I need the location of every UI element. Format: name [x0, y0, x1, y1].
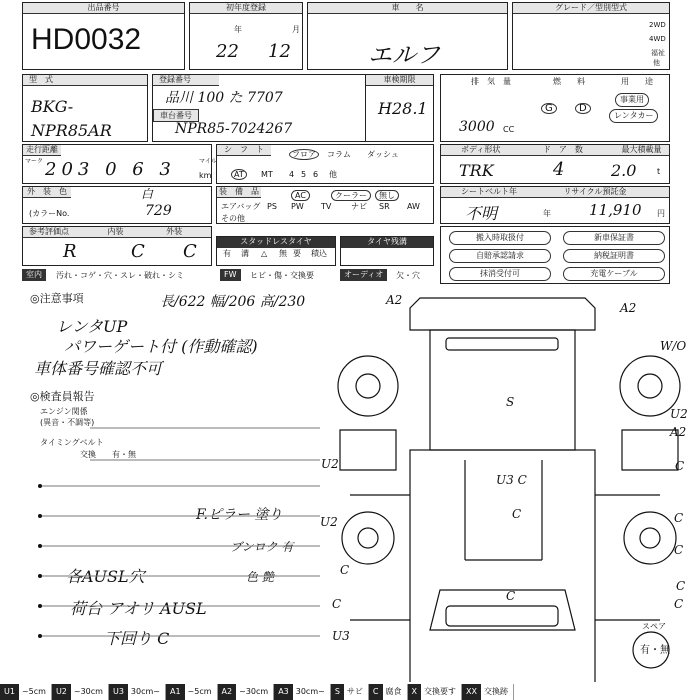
displacement-label: 排 気 量: [471, 77, 511, 86]
color-no-value: 729: [145, 203, 172, 219]
legend-desc-u2: ~30cm: [71, 684, 109, 700]
recycle-label: リサイクル預託金: [563, 187, 627, 196]
engine-sub: (異音・不調等): [40, 418, 95, 427]
grade-box: [512, 2, 670, 70]
fw-bar: FW: [220, 269, 241, 281]
score-value: R: [63, 241, 77, 262]
grade-opt-4wd: 4WD: [649, 35, 666, 43]
diagram-mark-wo: W/O: [660, 339, 687, 353]
legend-code-u3: U3: [109, 684, 128, 700]
score-box: [22, 226, 212, 266]
inspector-ruled-lines: [30, 420, 320, 660]
equip-ac: AC: [291, 190, 310, 201]
diagram-mark-3: U2: [321, 457, 339, 471]
color-label: 外 装 色: [23, 187, 71, 198]
fw-opts: ヒビ・傷・交換要: [250, 271, 314, 280]
equip-cooler: クーラー: [331, 190, 371, 201]
doc-insurance: 自賠承認請求: [449, 249, 551, 263]
fuel-label: 燃 料: [553, 77, 585, 86]
inspection-box: [365, 75, 433, 141]
spare-circle-icon: [624, 630, 678, 670]
studless-req: 要: [293, 249, 301, 258]
seatbelt-value: 不明: [465, 204, 498, 223]
mileage-box: [22, 144, 217, 184]
shift-speed-6: 6: [313, 170, 319, 179]
legend-desc-c: 腐食: [383, 684, 408, 700]
body-box: [440, 144, 670, 184]
spare-label: スペア: [642, 622, 666, 631]
doc-charge-cable: 充電ケーブル: [563, 267, 665, 281]
interior-condition-opts: 汚れ・コゲ・穴・スレ・破れ・シミ: [56, 271, 184, 280]
registration-label: 登録番号: [153, 75, 219, 86]
lot-number-box: [22, 2, 185, 70]
mileage-label: 走行距離: [23, 145, 61, 156]
equip-pw: PW: [291, 202, 304, 211]
type-box: [22, 74, 148, 142]
diagram-mark-u3: U3: [332, 629, 350, 643]
equip-none: 無し: [375, 190, 399, 201]
diagram-mark-c1: C: [506, 589, 516, 603]
usage-rental: レンタカー: [609, 109, 658, 123]
equipment-box: [216, 186, 434, 224]
shift-other: 他: [329, 170, 337, 179]
mileage-unit-km: km: [199, 171, 212, 180]
note-line-2: パワーゲート付 (作動確認): [64, 337, 258, 356]
inspector-note-6: 下回り C: [104, 629, 170, 648]
timing-exchange: 交換: [80, 450, 96, 459]
month-value: 12: [268, 41, 291, 62]
model-name-value: エルフ: [368, 41, 440, 69]
studless-opt-3: △: [261, 249, 268, 258]
doc-warranty: 新車保証書: [563, 231, 665, 245]
equipment-label: 装 備 品: [219, 187, 259, 196]
seatbelt-recycle-box: [440, 186, 670, 224]
tire-box: [340, 236, 434, 266]
recycle-value: 11,910: [589, 201, 642, 219]
registration-box: [152, 74, 434, 142]
score-label: 参考評価点: [29, 227, 69, 236]
inspector-note-4: 色 艶: [246, 570, 274, 584]
equip-navi: ナビ: [351, 202, 367, 211]
legend-code-s: S: [331, 684, 344, 700]
inspector-note-5: 荷台 アオリ AUSL: [70, 599, 207, 618]
inspection-label: 車検期限: [366, 75, 433, 86]
grade-opt-other: 他: [653, 59, 660, 67]
studless-label: スタッドレスタイヤ: [217, 237, 335, 248]
diagram-mark-u3c: U3 C: [496, 473, 527, 487]
diagram-mark-c8: C: [674, 543, 684, 557]
legend-code-u2: U2: [52, 684, 71, 700]
displacement-value: 3000: [459, 119, 495, 135]
legend-code-c: C: [369, 684, 383, 700]
equip-tv: TV: [321, 202, 332, 211]
studless-load: 積込: [311, 249, 327, 258]
engine-label: エンジン関係: [40, 407, 88, 416]
shift-speed-4: 4: [289, 170, 295, 179]
diagram-mark-c3: C: [674, 511, 684, 525]
mileage-unit-mile: マイル: [199, 158, 217, 165]
type-label: 型 式: [23, 75, 147, 86]
chassis-value: NPR85-7024267: [175, 121, 293, 137]
lot-number-label: 出品番号: [23, 3, 184, 14]
legend-code-a3: A3: [274, 684, 293, 700]
displacement-unit: CC: [503, 125, 515, 134]
legend-desc-u3: 30cm~: [128, 684, 166, 700]
equip-sr: SR: [379, 202, 390, 211]
diagram-mark-2: A2: [620, 301, 637, 315]
fuel-d: D: [575, 103, 591, 114]
shift-label: シ フ ト: [217, 145, 271, 156]
legend-code-a2: A2: [218, 684, 237, 700]
mileage-value: 203 0 6 3: [45, 159, 176, 180]
legend-code-xx: XX: [462, 684, 481, 700]
month-unit: 月: [292, 25, 300, 34]
max-load-label: 最大積載量: [621, 145, 662, 154]
seatbelt-unit: 年: [543, 209, 551, 218]
timing-opts: 有・無: [112, 450, 136, 459]
door-count-value: 4: [553, 159, 565, 180]
legend-code-u1: U1: [0, 684, 19, 700]
fuel-g: G: [541, 103, 557, 114]
color-value: 白: [141, 187, 154, 201]
shift-floor: フロア: [289, 149, 319, 160]
diagram-mark-4: A2: [670, 425, 687, 439]
equip-other: その他: [221, 214, 245, 223]
doc-tax: 納税証明書: [563, 249, 665, 263]
recycle-unit: 円: [657, 209, 665, 218]
model-name-box: [307, 2, 508, 70]
legend-desc-s: サビ: [344, 684, 369, 700]
color-box: [22, 186, 212, 224]
equip-airbag: エアバッグ: [221, 202, 261, 211]
legend-desc-xx: 交換跡: [481, 684, 514, 700]
legend-desc-x: 交換要す: [421, 684, 462, 700]
body-type-label: ボディ形状: [461, 145, 501, 154]
usage-business: 事業用: [615, 93, 649, 107]
seatbelt-recycle-bar: [441, 187, 669, 198]
year-unit: 年: [234, 25, 242, 34]
diagram-mark-1: A2: [386, 293, 403, 307]
body-type-value: TRK: [459, 161, 494, 180]
diagram-mark-u2: U2: [320, 515, 338, 529]
audio-bar: オーディオ: [340, 269, 387, 281]
studless-opt-2: 溝: [241, 249, 249, 258]
mileage-mark: マーク: [25, 158, 44, 165]
grade-label: グレード／型別型式: [513, 3, 669, 14]
year-value: 22: [216, 41, 239, 62]
model-name-label: 車 名: [308, 3, 507, 14]
studless-box: [216, 236, 336, 266]
inspector-title: ◎検査員報告: [30, 390, 95, 403]
inspection-value: H28.1: [378, 99, 428, 118]
diagram-mark-c7: C: [340, 563, 350, 577]
first-registration-box: [189, 2, 303, 70]
interior-bar: 室内: [22, 269, 46, 281]
inspector-note-1: F.ピラー 塗り: [196, 507, 283, 523]
shift-dash: ダッシュ: [367, 150, 399, 159]
lot-number-value: HD0032: [31, 23, 142, 56]
color-no-label: (カラーNo.: [29, 209, 70, 218]
registration-value: 品川 100 た 7707: [165, 90, 283, 106]
shift-box: [216, 144, 434, 184]
diagram-mark-5: U2: [670, 407, 688, 421]
max-load-value: 2.0: [611, 161, 637, 180]
note-line-1: レンタUP: [56, 317, 128, 336]
shift-column: コラム: [327, 150, 351, 159]
diagram-mark-c5: C: [332, 597, 342, 611]
chassis-label: 車台番号: [153, 109, 199, 122]
grade-opt-2wd: 2WD: [649, 21, 666, 29]
note-line-3: 車体番号確認不可: [34, 359, 163, 378]
interior-label: 内装: [107, 227, 124, 236]
inspector-note-2: ブンロク 有: [230, 540, 294, 554]
equip-ps: PS: [267, 202, 277, 211]
legend-code-x: X: [408, 684, 421, 700]
grade-opt-welfare: 福祉: [651, 49, 665, 57]
usage-label: 用 途: [621, 77, 653, 86]
legend-desc-a2: ~30cm: [236, 684, 274, 700]
inspector-note-3: 各AUSL穴: [66, 567, 145, 586]
equip-aw: AW: [407, 202, 420, 211]
diagram-mark-c9: C: [512, 507, 522, 521]
diagram-mark-c4: C: [676, 579, 686, 593]
docs-box: [440, 226, 670, 284]
shift-mt: MT: [261, 170, 273, 179]
interior-value: C: [131, 241, 145, 262]
timing-label: タイミングベルト: [40, 438, 104, 447]
spare-opts: 有・無: [640, 645, 670, 656]
diagram-mark-c6: C: [674, 597, 684, 611]
dimensions-value: 長/622 幅/206 高/230: [160, 294, 306, 310]
exterior-value: C: [183, 241, 197, 262]
type-value: BKG-NPR85AR: [31, 97, 112, 140]
seatbelt-label: シートベルト年: [461, 187, 517, 196]
diagram-mark-s: S: [506, 395, 515, 409]
tire-label: タイヤ残溝: [341, 237, 433, 248]
doc-carry-in: 搬入時取扱付: [449, 231, 551, 245]
door-count-label: ド ア 数: [542, 145, 583, 154]
notes-title: ◎注意事項: [30, 292, 84, 305]
studless-opt-1: 有: [223, 249, 231, 258]
legend-desc-u1: ~5cm: [19, 684, 52, 700]
diagram-mark-c2: C: [675, 459, 685, 473]
doc-deregister: 抹消受付可: [449, 267, 551, 281]
max-load-unit: t: [657, 167, 661, 176]
spec-box: [440, 74, 670, 142]
first-registration-label: 初年度登録: [190, 3, 302, 14]
score-bar: [23, 227, 211, 238]
legend-desc-a1: ~5cm: [185, 684, 218, 700]
shift-speed-5: 5: [301, 170, 307, 179]
legend-desc-a3: 30cm~: [293, 684, 331, 700]
exterior-label: 外装: [166, 227, 183, 236]
legend-code-a1: A1: [166, 684, 185, 700]
damage-code-legend: [0, 684, 700, 700]
body-labels-bar: [441, 145, 669, 156]
studless-opt-4: 無: [279, 249, 287, 258]
shift-at: AT: [231, 169, 247, 180]
audio-opts: 欠・穴: [396, 271, 420, 280]
